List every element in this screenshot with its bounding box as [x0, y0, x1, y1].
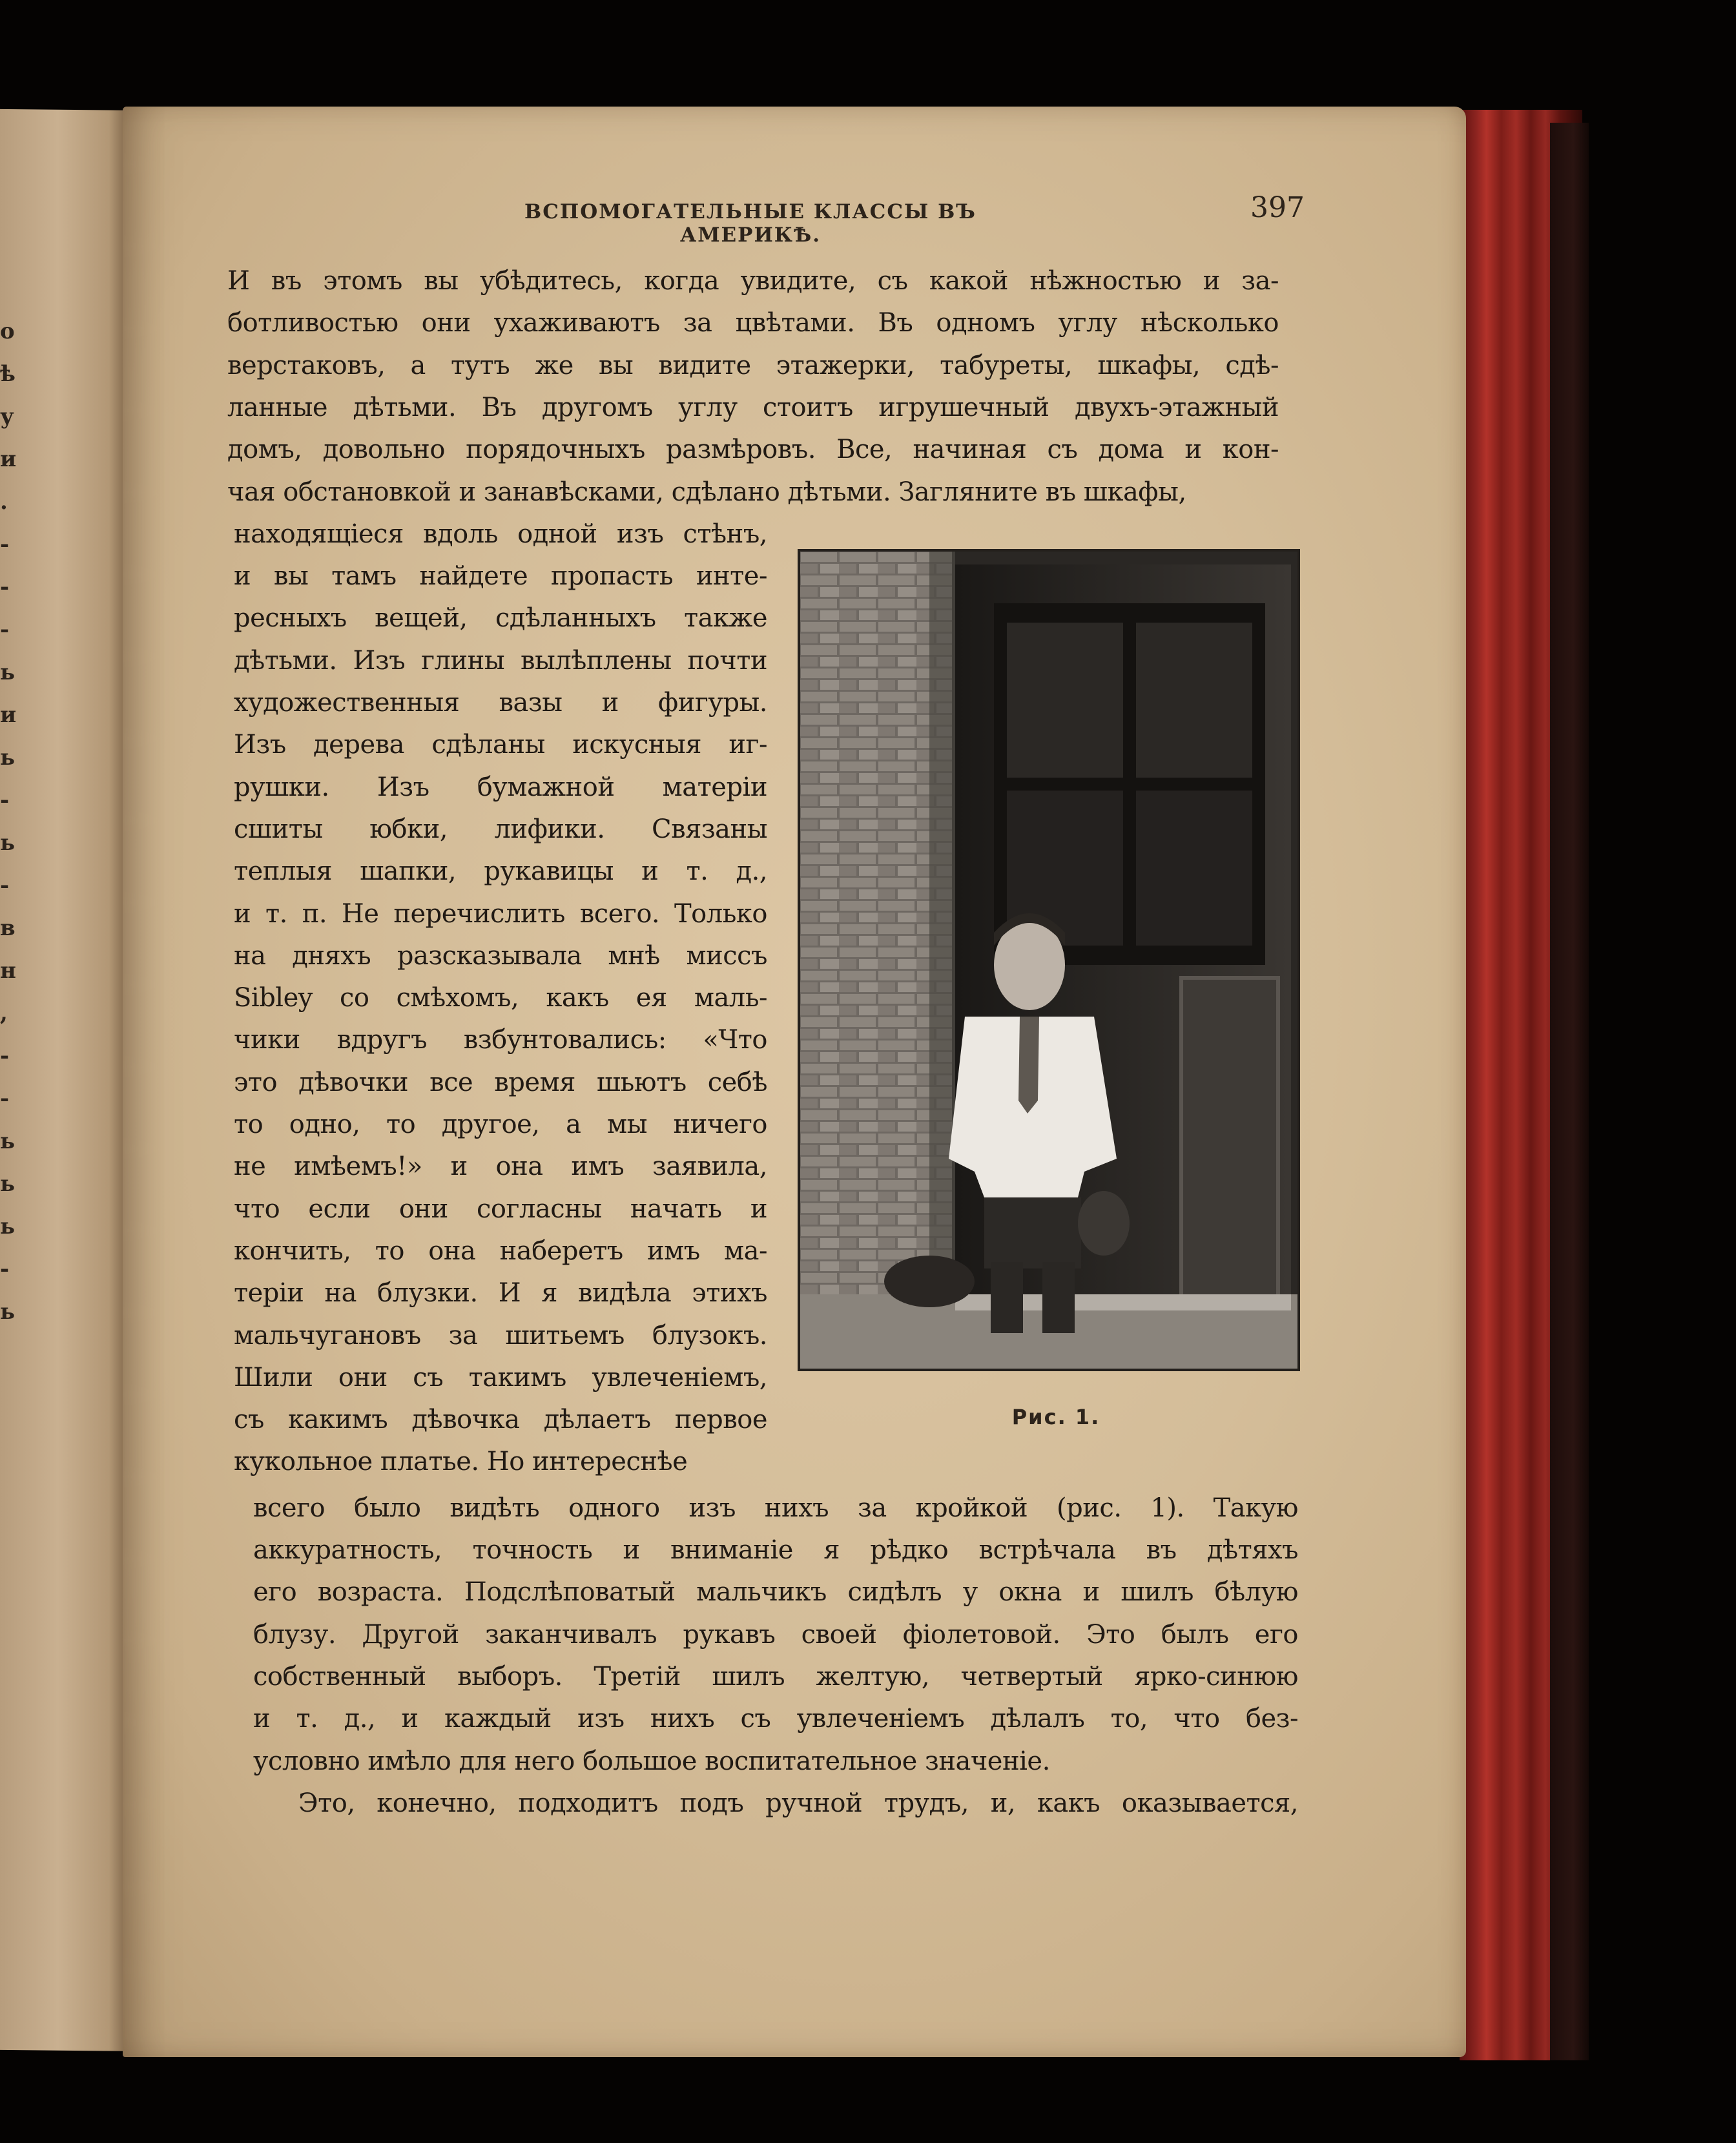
left-page-fragment: - — [0, 787, 10, 813]
left-page-fragment: ь — [0, 1128, 16, 1154]
text-line: собственный выборъ. Третій шилъ желтую, четвертый ярко-синюю — [253, 1661, 1298, 1692]
text-line: Это, конечно, подходитъ подъ ручной трудъ, и, какъ оказывается, — [298, 1788, 1298, 1818]
left-page-fragment: о — [0, 318, 15, 344]
text-line: его возраста. Подслѣповатый мальчикъ сидѣлъ у окна и шилъ бѣлую — [253, 1577, 1298, 1608]
text-line: теріи на блузки. И я видѣла этихъ — [234, 1278, 767, 1309]
text-line: домъ, довольно порядочныхъ размѣровъ. Все, начиная съ дома и кон- — [227, 435, 1279, 465]
text-line: условно имѣло для него большое воспитательное значеніе. — [253, 1746, 1050, 1776]
text-line: чики вдругъ взбунтовались: «Что — [234, 1025, 767, 1055]
text-line: сшиты юбки, лифики. Связаны — [234, 814, 767, 844]
text-line: и т. п. Не перечислить всего. Только — [234, 898, 767, 929]
text-line: кукольное платье. Но интереснѣе — [234, 1447, 688, 1477]
text-line: ланные дѣтьми. Въ другомъ углу стоитъ игрушечный двухъ-этажный — [227, 392, 1279, 422]
text-line: теплыя шапки, рукавицы и т. д., — [234, 856, 767, 887]
left-page-fragment: ь — [0, 1299, 16, 1325]
figure-photo — [798, 549, 1300, 1371]
left-page-fragment: ь — [0, 830, 16, 856]
running-head: ВСПОМОГАТЕЛЬНЫЕ КЛАССЫ ВЪ АМЕРИКѢ. — [524, 200, 976, 247]
left-page-fragment: - — [0, 1043, 10, 1069]
figure-caption: Рис. 1. — [1011, 1405, 1100, 1429]
left-page-fragment: - — [0, 873, 10, 898]
left-page-fragment: - — [0, 574, 10, 600]
page-number: 397 — [1250, 191, 1305, 224]
left-page-fragment: - — [0, 532, 10, 557]
left-page-fragment: . — [0, 489, 8, 515]
text-line: художественныя вазы и фигуры. — [234, 688, 767, 718]
text-line: аккуратность, точность и вниманіе я рѣдко встрѣчала въ дѣтяхъ — [253, 1535, 1298, 1565]
text-line: мальчугановъ за шитьемъ блузокъ. — [234, 1320, 767, 1351]
left-page-fragment: - — [0, 1256, 10, 1282]
text-line: на дняхъ разсказывала мнѣ миссъ — [234, 940, 767, 971]
text-line: ботливостью они ухаживаютъ за цвѣтами. Въ одномъ углу нѣсколько — [227, 308, 1279, 338]
left-page-fragment: и — [0, 702, 17, 728]
text-line: Sibley со смѣхомъ, какъ ея маль- — [234, 983, 767, 1013]
text-line: ресныхъ вещей, сдѣланныхъ также — [234, 603, 767, 634]
left-page-fragment: в — [0, 915, 16, 941]
left-page-fragment: у — [0, 404, 14, 430]
text-line: кончить, то она наберетъ имъ ма- — [234, 1236, 767, 1266]
left-page-fragment: ь — [0, 659, 16, 685]
text-line: то одно, то другое, а мы ничего — [234, 1110, 767, 1139]
left-page-fragment: - — [0, 617, 10, 643]
text-line: рушки. Изъ бумажной матеріи — [234, 772, 767, 802]
text-line: не имѣемъ!» и она имъ заявила, — [234, 1152, 767, 1182]
text-line: Изъ дерева сдѣланы искусныя иг- — [234, 730, 767, 760]
left-page-fragment: ь — [0, 1214, 16, 1239]
left-page-edge-text — [0, 310, 19, 1333]
text-line: съ какимъ дѣвочка дѣлаетъ первое — [234, 1405, 767, 1435]
text-line: и т. д., и каждый изъ нихъ съ увлеченіемъ дѣлалъ то, что без- — [253, 1704, 1298, 1734]
left-page-fragment: , — [0, 1000, 8, 1026]
book-cover-edge — [1550, 123, 1589, 2060]
text-line: и вы тамъ найдете пропасть инте- — [234, 561, 767, 592]
photo-boy-in-doorway-icon — [800, 552, 1297, 1369]
left-page-fragment: и — [0, 446, 17, 472]
left-page-fragment: ѣ — [0, 361, 16, 387]
left-page-fragment: - — [0, 1086, 10, 1112]
text-line: находящіеся вдоль одной изъ стѣнъ, — [234, 519, 767, 549]
text-line: это дѣвочки все время шьютъ себѣ — [234, 1067, 767, 1097]
left-page-fragment: ь — [0, 745, 16, 771]
text-line: чая обстановкой и занавѣсками, сдѣлано дѣтьми. Загляните въ шкафы, — [227, 477, 1186, 507]
text-line: что если они согласны начать и — [234, 1194, 767, 1224]
left-page-fragment: н — [0, 958, 16, 984]
text-line: всего было видѣть одного изъ нихъ за кройкой (рис. 1). Такую — [253, 1493, 1298, 1523]
text-line: Шили они съ такимъ увлеченіемъ, — [234, 1362, 767, 1392]
text-line: дѣтьми. Изъ глины вылѣплены почти — [234, 645, 767, 676]
text-line: верстаковъ, а тутъ же вы видите этажерки, табуреты, шкафы, сдѣ- — [227, 350, 1279, 380]
left-page-fragment: ь — [0, 1171, 16, 1197]
text-line: блузу. Другой заканчивалъ рукавъ своей фіолетовой. Это былъ его — [253, 1619, 1298, 1650]
text-line: И въ этомъ вы убѣдитесь, когда увидите, съ какой нѣжностью и за- — [227, 266, 1279, 296]
